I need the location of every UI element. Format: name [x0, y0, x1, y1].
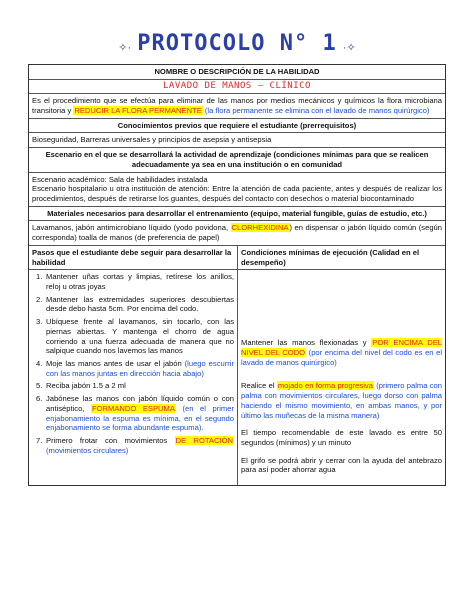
sparkle-icon: ✧· [118, 41, 132, 54]
steps-header: Pasos que el estudiante debe seguir para desarrollar la habilidad [32, 247, 232, 267]
condition-tap: El grifo se podrá abrir y cerrar con la ayuda del antebrazo para así poder ahorrar agua [241, 455, 442, 475]
condition-hands: Mantener las manos flexionadas y POR ENCIMA DEL NIVEL DEL CODO (por encima del nivel del codo es en el lavado de manos quirúrgico) [241, 338, 443, 367]
conditions-column [237, 270, 445, 485]
sparkle-icon: ·✧ [342, 41, 356, 54]
steps-list [32, 272, 234, 455]
list-item: 5. Reciba jabón 1.5 a 2 ml [36, 381, 126, 391]
title-block [0, 30, 474, 58]
highlight-mojado: mojado en forma progresiva [277, 381, 373, 391]
scenario-text [29, 173, 445, 207]
list-item: 4. Moje las manos antes de usar el jabón (luego escurrir con las manos juntas en dirección hacia abajo) [36, 359, 234, 378]
highlight-espuma: FORMANDO ESPUMA [91, 403, 175, 413]
steps-body-row [29, 270, 445, 485]
steps-header-row [29, 246, 445, 270]
highlight-codo: POR ENCIMA DEL NIVEL DEL CODO [241, 338, 443, 358]
highlight-clorhexidina: CLORHEXIDINA [231, 223, 289, 233]
materials-text: Lavamanos, jabón antimicrobiano líquido (yodo povidona, CLORHEXIDINA) en dispensar o jabón líquido común (según corresponda) toalla de manos (de preferencia de papel) [29, 221, 445, 245]
skill-description: Es el procedimiento que se efectúa para eliminar de las manos por medios mecánicos y químicos la flora microbiana transitoria y REDUCIR LA FLORA PERMANENTE (la flora permanente se elimina con el lavado de manos quirúrgico) [29, 94, 445, 118]
highlight-flora: REDUCIR LA FLORA PERMANENTE [74, 105, 202, 115]
skill-name: LAVADO DE MANOS – CLÍNICO [29, 80, 445, 95]
skill-header: NOMBRE O DESCRIPCIÓN DE LA HABILIDAD [29, 65, 445, 80]
list-item: 2. Mantener las extremidades superiores descubiertas desde debo hasta 5cm. Por encima del codo. [36, 294, 234, 314]
scenario-academic: Escenario académico: Sala de habilidades instalada [32, 174, 208, 184]
scenario-hospital: Escenario hospitalario u otra institución de atención: Entre la atención de cada paciente, antes y después de realizar los procedimientos, después de retirarse los guantes, después del contacto con desechos o material biocontaminado [32, 184, 442, 203]
conditions-header: Condiciones mínimas de ejecución (Calidad en el desempeño) [237, 246, 445, 269]
page-title: PROTOCOLO N° 1 [137, 31, 337, 56]
highlight-rotacion: DE ROTACIÓN [175, 436, 233, 446]
scenario-header: Escenario en el que se desarrollará la actividad de aprendizaje (condiciones mínimas para que se realicen adecuadamente ya sea en una institución o en comunidad [29, 148, 445, 172]
list-item: 3. Ubíquese frente al lavamanos, sin tocarlo, con las piernas abiertas. Y mantenga el chorro de agua corriendo a una fuerza adecuada de manera que no salpique cuando nos lavemos las manos [36, 317, 234, 356]
steps-column [29, 270, 237, 485]
list-item: 1. Mantener uñas cortas y limpias, retírese los anillos, reloj u otras joyas [36, 272, 234, 292]
prereq-header: Conocimientos previos que requiere el estudiante (prerrequisitos) [29, 119, 445, 134]
condition-wetting: Realice el mojado en forma progresiva (primero palma con palma con movimientos circulares, luego dorso con palma haciendo el mismo movimiento, en ambas manos, y por último las muñecas de la misma manera) [241, 381, 442, 420]
protocol-table [28, 64, 446, 486]
list-item: 6. Jabónese las manos con jabón líquido común o con antiséptico, FORMANDO ESPUMA (en el primer enjabonamiento la espuma es mínima, en el segundo enjabonamiento se forma abundante espuma). [36, 394, 235, 433]
list-item: 7. Primero frotar con movimientos DE ROTACIÓN (movimientos circulares) [36, 436, 233, 455]
condition-time: El tiempo recomendable de este lavado es entre 50 segundos (mínimos) y un minuto [241, 428, 442, 448]
prereq-text: Bioseguridad, Barreras universales y principios de asepsia y antisepsia [29, 133, 445, 148]
materials-header: Materiales necesarios para desarrollar el entrenamiento (equipo, material fungible, guías de estudio, etc.) [29, 207, 445, 222]
